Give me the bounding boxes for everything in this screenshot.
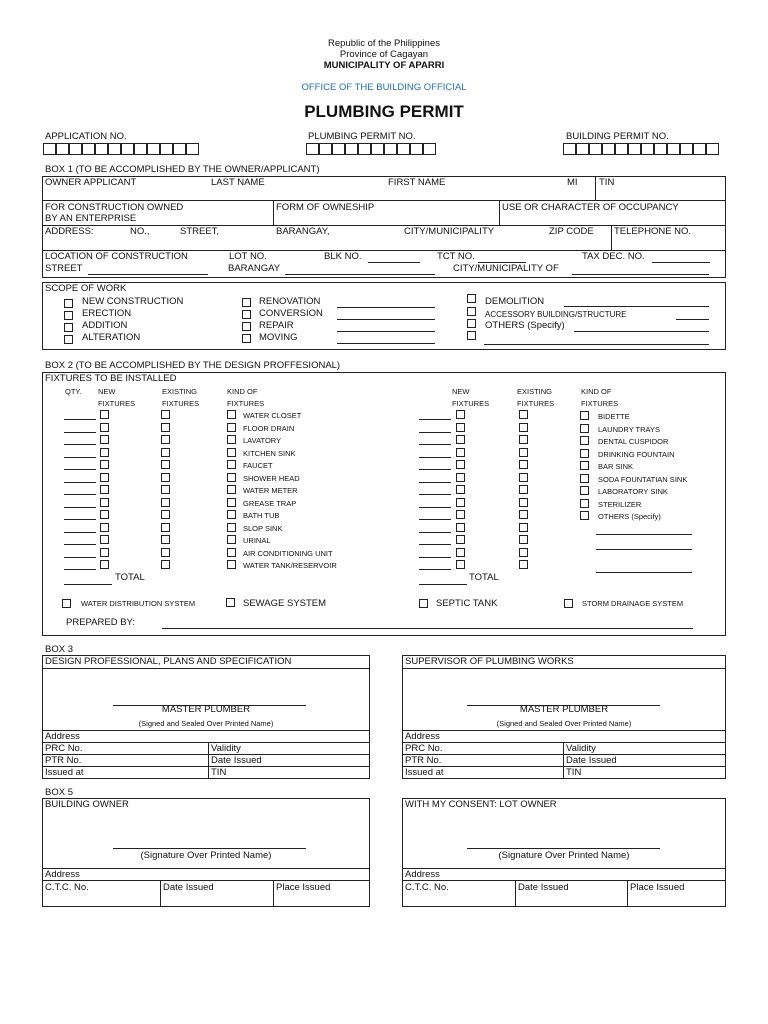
- left-new-checkbox[interactable]: [100, 498, 109, 507]
- left-fixture-label: BATH TUB: [243, 511, 280, 520]
- plumbing-permit-no-cell[interactable]: [384, 143, 397, 155]
- form-ownership-label: FORM OF OWNESHIP: [276, 202, 375, 213]
- left-fixture-label: LAVATORY: [243, 436, 282, 445]
- right-existing-header: EXISTING: [517, 387, 553, 396]
- accessory-checkbox[interactable]: [467, 307, 476, 316]
- box5-heading: BOX 5: [45, 787, 73, 798]
- right-fixture-label: SODA FOUNTATIAN SINK: [598, 475, 688, 484]
- building-permit-no-cell[interactable]: [667, 143, 680, 155]
- right-existing-checkbox[interactable]: [519, 548, 528, 557]
- left-new-checkbox[interactable]: [100, 410, 109, 419]
- first-name-label: FIRST NAME: [388, 177, 446, 188]
- left-signed-note: (Signed and Sealed Over Printed Name): [138, 719, 274, 728]
- right-qty-line[interactable]: [419, 419, 451, 420]
- right-existing-checkbox[interactable]: [519, 485, 528, 494]
- left-kind-checkbox[interactable]: [227, 535, 236, 544]
- right-kind-checkbox[interactable]: [580, 449, 589, 458]
- telephone-label: TELEPHONE NO.: [614, 226, 692, 237]
- scope-col1-label: NEW CONSTRUCTION: [82, 296, 184, 307]
- building-permit-no-cell[interactable]: [602, 143, 615, 155]
- right-new-checkbox[interactable]: [456, 460, 465, 469]
- last-name-label: LAST NAME: [211, 177, 265, 188]
- prepared-by-label: PREPARED BY:: [66, 617, 135, 628]
- tax-dec-label: TAX DEC. NO.: [582, 251, 645, 262]
- building-permit-no-cell[interactable]: [576, 143, 589, 155]
- box2-heading: BOX 2 (TO BE ACCOMPLISHED BY THE DESIGN PROFFESIONAL): [45, 360, 341, 371]
- left-validity-label: Validity: [211, 743, 241, 754]
- application-no-cell[interactable]: [69, 143, 82, 155]
- address-barangay-label: BARANGAY,: [276, 226, 330, 237]
- right-kind-checkbox[interactable]: [580, 436, 589, 445]
- lot-owner-signature: (Signature Over Printed Name): [498, 850, 630, 861]
- septic-tank-checkbox[interactable]: [419, 599, 428, 608]
- plumbing-permit-no-cell[interactable]: [397, 143, 410, 155]
- right-existing-checkbox[interactable]: [519, 410, 528, 419]
- left-ptr-label: PTR No.: [45, 755, 82, 766]
- left-kind-checkbox[interactable]: [227, 423, 236, 432]
- right-ptr-label: PTR No.: [405, 755, 442, 766]
- building-owner-title: BUILDING OWNER: [45, 799, 129, 810]
- lot-owner-place-issued-label: Place Issued: [630, 882, 685, 893]
- scope-col2-checkbox[interactable]: [242, 334, 251, 343]
- building-permit-no-cell[interactable]: [641, 143, 654, 155]
- left-existing-checkbox[interactable]: [161, 435, 170, 444]
- right-existing-checkbox[interactable]: [519, 523, 528, 532]
- left-new-checkbox[interactable]: [100, 448, 109, 457]
- right-qty-line[interactable]: [419, 544, 451, 545]
- right-fixture-label: LABORATORY SINK: [598, 487, 668, 496]
- left-fixture-label: KITCHEN SINK: [243, 449, 296, 458]
- right-qty-line[interactable]: [419, 457, 451, 458]
- left-address-label: Address: [45, 731, 80, 742]
- province-line: Province of Cagayan: [339, 49, 429, 60]
- plumbing-permit-no-cell[interactable]: [319, 143, 332, 155]
- owner-date-issued-label: Date Issued: [163, 882, 214, 893]
- right-qty-line[interactable]: [419, 519, 451, 520]
- left-fixture-label: WATER METER: [243, 486, 298, 495]
- right-kind-fixtures-header: FIXTURES: [581, 399, 619, 408]
- supervisor-box: [402, 655, 726, 779]
- left-new-checkbox[interactable]: [100, 510, 109, 519]
- building-permit-no-cell[interactable]: [589, 143, 602, 155]
- left-existing-checkbox[interactable]: [161, 560, 170, 569]
- left-master-plumber: MASTER PLUMBER: [161, 704, 251, 715]
- building-permit-no-cell[interactable]: [693, 143, 706, 155]
- right-new-checkbox[interactable]: [456, 473, 465, 482]
- office-line: OFFICE OF THE BUILDING OFFICIAL: [301, 82, 467, 93]
- mi-label: MI: [567, 177, 578, 188]
- left-date-issued-label: Date Issued: [211, 755, 262, 766]
- left-kind-checkbox[interactable]: [227, 460, 236, 469]
- others-line: [596, 549, 692, 550]
- right-date-issued-label: Date Issued: [566, 755, 617, 766]
- storm-drainage-label: STORM DRAINAGE SYSTEM: [582, 599, 684, 608]
- scope-col1-checkbox[interactable]: [64, 311, 73, 320]
- left-existing-header: EXISTING: [162, 387, 198, 396]
- plumbing-permit-no-label: PLUMBING PERMIT NO.: [308, 131, 416, 142]
- left-kind-checkbox[interactable]: [227, 560, 236, 569]
- address-city-label: CITY/MUNICIPALITY: [404, 226, 495, 237]
- plumbing-permit-no-cell[interactable]: [423, 143, 436, 155]
- plumbing-permit-no-cell[interactable]: [410, 143, 423, 155]
- owner-place-issued-label: Place Issued: [276, 882, 331, 893]
- right-new-checkbox[interactable]: [456, 435, 465, 444]
- left-qty-line[interactable]: [64, 557, 96, 558]
- design-professional-box: [42, 655, 370, 779]
- application-no-cell[interactable]: [95, 143, 108, 155]
- building-permit-no-cell[interactable]: [615, 143, 628, 155]
- right-new-checkbox[interactable]: [456, 560, 465, 569]
- right-tin-label: TIN: [566, 767, 582, 778]
- water-distribution-checkbox[interactable]: [62, 599, 71, 608]
- application-no-cell[interactable]: [173, 143, 186, 155]
- scope-col2-line: [337, 307, 435, 308]
- left-new-checkbox[interactable]: [100, 460, 109, 469]
- location-street-label: STREET: [45, 263, 83, 274]
- left-fixture-label: SHOWER HEAD: [243, 474, 300, 483]
- right-qty-line[interactable]: [419, 469, 451, 470]
- scope-col2-checkbox[interactable]: [242, 310, 251, 319]
- right-prc-label: PRC No.: [405, 743, 443, 754]
- left-kind-checkbox[interactable]: [227, 473, 236, 482]
- right-validity-label: Validity: [566, 743, 596, 754]
- left-existing-checkbox[interactable]: [161, 498, 170, 507]
- left-kind-checkbox[interactable]: [227, 498, 236, 507]
- enterprise-label-2: BY AN ENTERPRISE: [45, 213, 137, 224]
- left-existing-checkbox[interactable]: [161, 448, 170, 457]
- demolition-checkbox[interactable]: [467, 294, 476, 303]
- right-fixture-label: STERILIZER: [598, 500, 642, 509]
- right-fixture-label: DENTAL CUSPIDOR: [598, 437, 669, 446]
- left-qty-line[interactable]: [64, 519, 96, 520]
- right-existing-checkbox[interactable]: [519, 498, 528, 507]
- building-permit-no-cell[interactable]: [628, 143, 641, 155]
- left-new-header: NEW: [98, 387, 116, 396]
- right-existing-fixtures-header: FIXTURES: [517, 399, 555, 408]
- lot-owner-address-label: Address: [405, 869, 440, 880]
- building-permit-no-cell[interactable]: [680, 143, 693, 155]
- right-fixture-label: BAR SINK: [598, 462, 634, 471]
- left-existing-checkbox[interactable]: [161, 523, 170, 532]
- application-no-cell[interactable]: [147, 143, 160, 155]
- left-kind-checkbox[interactable]: [227, 510, 236, 519]
- application-no-cell[interactable]: [43, 143, 56, 155]
- building-permit-no-cell[interactable]: [654, 143, 667, 155]
- demolition-label: DEMOLITION: [485, 296, 545, 307]
- right-new-checkbox[interactable]: [456, 510, 465, 519]
- right-qty-line[interactable]: [419, 432, 451, 433]
- left-kind-checkbox[interactable]: [227, 435, 236, 444]
- scope-col2-line: [337, 319, 435, 320]
- box3-heading: BOX 3: [45, 644, 73, 655]
- others-specify-label: OTHERS (Specify): [485, 320, 565, 331]
- scope-col2-checkbox[interactable]: [242, 322, 251, 331]
- right-qty-line[interactable]: [419, 532, 451, 533]
- others-line: [596, 572, 692, 573]
- blk-no-label: BLK NO.: [324, 251, 362, 262]
- left-fixture-label: URINAL: [243, 536, 271, 545]
- right-qty-line[interactable]: [419, 494, 451, 495]
- left-kind-checkbox[interactable]: [227, 448, 236, 457]
- plumbing-permit-no-cell[interactable]: [306, 143, 319, 155]
- left-new-fixtures-header: FIXTURES: [98, 399, 136, 408]
- plumbing-permit-no-cell[interactable]: [332, 143, 345, 155]
- left-qty-line[interactable]: [64, 482, 96, 483]
- scope-col2-label: RENOVATION: [259, 296, 321, 307]
- right-new-checkbox[interactable]: [456, 423, 465, 432]
- application-no-cell[interactable]: [56, 143, 69, 155]
- scope-col1-label: ADDITION: [82, 320, 128, 331]
- left-qty-line[interactable]: [64, 444, 96, 445]
- left-kind-header: KIND OF: [227, 387, 258, 396]
- right-kind-checkbox[interactable]: [580, 486, 589, 495]
- left-qty-line[interactable]: [64, 457, 96, 458]
- others-checkbox[interactable]: [467, 319, 476, 328]
- building-permit-no-label: BUILDING PERMIT NO.: [566, 131, 669, 142]
- right-existing-checkbox[interactable]: [519, 423, 528, 432]
- left-existing-checkbox[interactable]: [161, 473, 170, 482]
- others-extra-checkbox[interactable]: [467, 331, 476, 340]
- right-issued-at-label: Issued at: [405, 767, 444, 778]
- location-city-label: CITY/MUNICIPALITY OF: [453, 263, 559, 274]
- right-kind-checkbox[interactable]: [580, 511, 589, 520]
- right-new-checkbox[interactable]: [456, 448, 465, 457]
- left-existing-checkbox[interactable]: [161, 460, 170, 469]
- left-issued-at-label: Issued at: [45, 767, 84, 778]
- left-existing-checkbox[interactable]: [161, 535, 170, 544]
- left-kind-checkbox[interactable]: [227, 548, 236, 557]
- lot-no-label: LOT NO.: [229, 251, 267, 262]
- location-barangay-label: BARANGAY: [228, 263, 281, 274]
- right-existing-checkbox[interactable]: [519, 560, 528, 569]
- left-fixture-label: SLOP SINK: [243, 524, 283, 533]
- building-permit-no-cell[interactable]: [706, 143, 719, 155]
- enterprise-label-1: FOR CONSTRUCTION OWNED: [45, 202, 184, 213]
- lot-owner-date-issued-label: Date Issued: [518, 882, 569, 893]
- left-qty-line[interactable]: [64, 569, 96, 570]
- page-title: PLUMBING PERMIT: [304, 102, 464, 121]
- water-distribution-label: WATER DISTRIBUTION SYSTEM: [81, 599, 196, 608]
- right-new-checkbox[interactable]: [456, 548, 465, 557]
- municipality-line: MUNICIPALITY OF APARRI: [323, 60, 445, 71]
- left-fixture-label: WATER CLOSET: [243, 411, 302, 420]
- right-new-fixtures-header: FIXTURES: [452, 399, 490, 408]
- left-fixture-label: GREASE TRAP: [243, 499, 297, 508]
- right-existing-checkbox[interactable]: [519, 448, 528, 457]
- owner-address-label: Address: [45, 869, 80, 880]
- right-existing-checkbox[interactable]: [519, 535, 528, 544]
- scope-col2-label: CONVERSION: [259, 308, 323, 319]
- left-qty-line[interactable]: [64, 507, 96, 508]
- left-existing-checkbox[interactable]: [161, 423, 170, 432]
- scope-col2-line: [337, 331, 435, 332]
- left-qty-line[interactable]: [64, 432, 96, 433]
- right-qty-line[interactable]: [419, 444, 451, 445]
- use-occupancy-label: USE OR CHARACTER OF OCCUPANCY: [502, 202, 679, 213]
- septic-tank-label: SEPTIC TANK: [436, 598, 498, 609]
- address-label: ADDRESS:: [45, 226, 94, 237]
- lot-owner-ctc-label: C.T.C. No.: [405, 882, 449, 893]
- left-fixture-label: AIR CONDITIONING UNIT: [243, 549, 333, 558]
- right-existing-checkbox[interactable]: [519, 510, 528, 519]
- right-qty-line[interactable]: [419, 569, 451, 570]
- owner-applicant-label: OWNER APPLICANT: [45, 177, 137, 188]
- right-qty-line[interactable]: [419, 482, 451, 483]
- left-fixture-label: FLOOR DRAIN: [243, 424, 295, 433]
- scope-col1-checkbox[interactable]: [64, 335, 73, 344]
- plumbing-permit-no-cell[interactable]: [345, 143, 358, 155]
- left-new-checkbox[interactable]: [100, 435, 109, 444]
- right-new-checkbox[interactable]: [456, 485, 465, 494]
- building-permit-no-cell[interactable]: [563, 143, 576, 155]
- left-kind-checkbox[interactable]: [227, 410, 236, 419]
- left-new-checkbox[interactable]: [100, 523, 109, 532]
- left-total-label: TOTAL: [115, 572, 145, 583]
- design-professional-title: DESIGN PROFESSIONAL, PLANS AND SPECIFICATION: [45, 656, 292, 667]
- scope-col1-label: ALTERATION: [82, 332, 141, 343]
- fixtures-heading: FIXTURES TO BE INSTALLED: [45, 373, 177, 384]
- right-kind-checkbox[interactable]: [580, 424, 589, 433]
- right-fixture-label: LAUNDRY TRAYS: [598, 425, 660, 434]
- left-qty-line[interactable]: [64, 494, 96, 495]
- building-owner-signature: (Signature Over Printed Name): [140, 850, 272, 861]
- storm-drainage-checkbox[interactable]: [564, 599, 573, 608]
- plumbing-permit-no-cell[interactable]: [371, 143, 384, 155]
- scope-col2-label: MOVING: [259, 332, 298, 343]
- left-new-checkbox[interactable]: [100, 535, 109, 544]
- application-no-cell[interactable]: [121, 143, 134, 155]
- right-qty-line[interactable]: [419, 507, 451, 508]
- right-existing-checkbox[interactable]: [519, 460, 528, 469]
- left-existing-checkbox[interactable]: [161, 410, 170, 419]
- right-master-plumber: MASTER PLUMBER: [519, 704, 609, 715]
- owner-ctc-label: C.T.C. No.: [45, 882, 89, 893]
- left-qty-line[interactable]: [64, 419, 96, 420]
- right-kind-checkbox[interactable]: [580, 411, 589, 420]
- tct-no-label: TCT NO.: [437, 251, 475, 262]
- right-kind-header: KIND OF: [581, 387, 612, 396]
- right-fixture-label: OTHERS (Specify): [598, 512, 661, 521]
- right-fixture-label: DRINKING FOUNTAIN: [598, 450, 675, 459]
- left-new-checkbox[interactable]: [100, 485, 109, 494]
- right-kind-checkbox[interactable]: [580, 499, 589, 508]
- location-label: LOCATION OF CONSTRUCTION: [45, 251, 188, 262]
- scope-col2-line: [337, 343, 435, 344]
- application-no-cell[interactable]: [82, 143, 95, 155]
- left-existing-checkbox[interactable]: [161, 548, 170, 557]
- left-kind-checkbox[interactable]: [227, 523, 236, 532]
- others-line: [596, 534, 692, 535]
- qty-header: QTY.: [65, 387, 82, 396]
- application-no-label: APPLICATION NO.: [45, 131, 127, 142]
- left-new-checkbox[interactable]: [100, 548, 109, 557]
- application-no-cell[interactable]: [186, 143, 199, 155]
- sewage-system-label: SEWAGE SYSTEM: [243, 598, 327, 609]
- address-no-label: NO.,: [130, 226, 150, 237]
- scope-col1-checkbox[interactable]: [64, 323, 73, 332]
- left-fixture-label: WATER TANK/RESERVOIR: [243, 561, 337, 570]
- left-existing-fixtures-header: FIXTURES: [162, 399, 200, 408]
- right-existing-checkbox[interactable]: [519, 435, 528, 444]
- right-existing-checkbox[interactable]: [519, 473, 528, 482]
- right-new-checkbox[interactable]: [456, 523, 465, 532]
- sewage-system-checkbox[interactable]: [226, 598, 235, 607]
- scope-col1-label: ERECTION: [82, 308, 132, 319]
- right-qty-line[interactable]: [419, 557, 451, 558]
- left-qty-line[interactable]: [64, 544, 96, 545]
- application-no-cell[interactable]: [108, 143, 121, 155]
- right-total-label: TOTAL: [469, 572, 499, 583]
- plumbing-permit-no-cell[interactable]: [358, 143, 371, 155]
- scope-col2-label: REPAIR: [259, 320, 294, 331]
- right-signed-note: (Signed and Sealed Over Printed Name): [496, 719, 632, 728]
- left-qty-line[interactable]: [64, 532, 96, 533]
- lot-owner-title: WITH MY CONSENT: LOT OWNER: [405, 799, 557, 810]
- left-tin-label: TIN: [211, 767, 227, 778]
- box1-heading: BOX 1 (TO BE ACCOMPLISHED BY THE OWNER/APPLICANT): [45, 164, 320, 175]
- application-no-cell[interactable]: [160, 143, 173, 155]
- zip-code-label: ZIP CODE: [549, 226, 594, 237]
- left-qty-line[interactable]: [64, 469, 96, 470]
- right-address-label: Address: [405, 731, 440, 742]
- left-kind-checkbox[interactable]: [227, 485, 236, 494]
- right-new-checkbox[interactable]: [456, 410, 465, 419]
- left-prc-label: PRC No.: [45, 743, 83, 754]
- left-fixture-label: FAUCET: [243, 461, 273, 470]
- right-new-header: NEW: [452, 387, 470, 396]
- tin-label: TIN: [599, 177, 615, 188]
- scope-col2-checkbox[interactable]: [242, 298, 251, 307]
- left-new-checkbox[interactable]: [100, 560, 109, 569]
- application-no-cell[interactable]: [134, 143, 147, 155]
- scope-label: SCOPE OF WORK: [45, 283, 127, 294]
- right-fixture-label: BIDETTE: [598, 412, 630, 421]
- right-kind-checkbox[interactable]: [580, 474, 589, 483]
- right-kind-checkbox[interactable]: [580, 461, 589, 470]
- supervisor-title: SUPERVISOR OF PLUMBING WORKS: [405, 656, 574, 667]
- republic-line: Republic of the Philippines: [328, 38, 440, 49]
- left-kind-fixtures-header: FIXTURES: [227, 399, 265, 408]
- left-new-checkbox[interactable]: [100, 423, 109, 432]
- right-new-checkbox[interactable]: [456, 535, 465, 544]
- left-new-checkbox[interactable]: [100, 473, 109, 482]
- accessory-building-label: ACCESSORY BUILDING/STRUCTURE: [485, 310, 627, 319]
- address-street-label: STREET,: [180, 226, 220, 237]
- right-new-checkbox[interactable]: [456, 498, 465, 507]
- scope-col1-checkbox[interactable]: [64, 299, 73, 308]
- left-existing-checkbox[interactable]: [161, 485, 170, 494]
- left-existing-checkbox[interactable]: [161, 510, 170, 519]
